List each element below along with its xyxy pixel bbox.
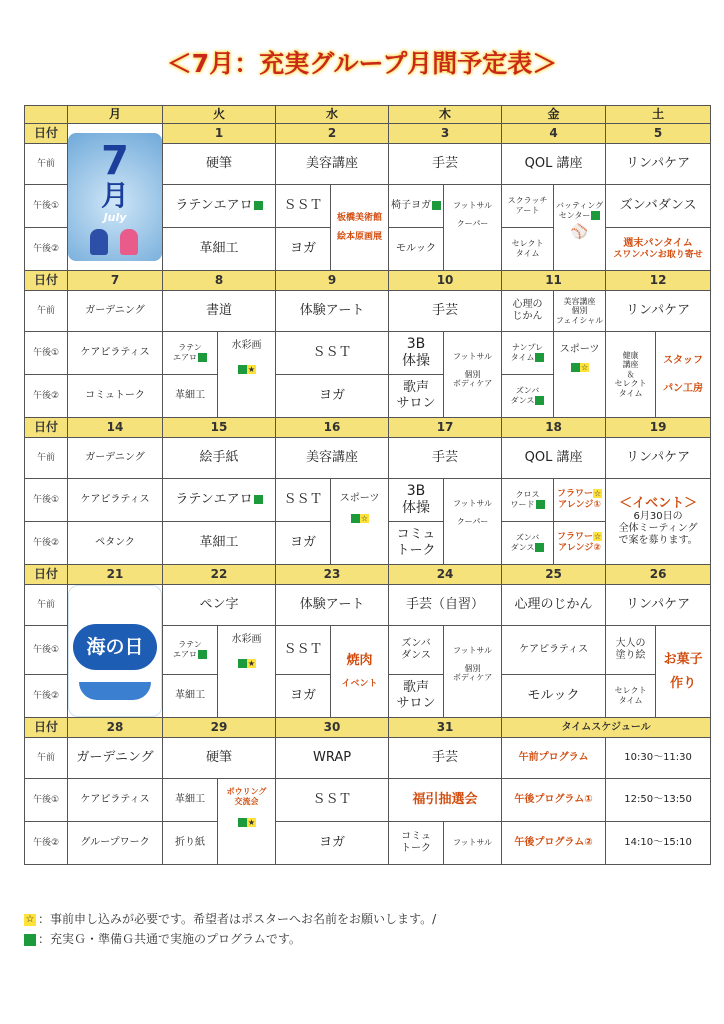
program-cell: ラテン エアロ [163,626,218,675]
program-cell: ＳＳＴ [276,479,331,522]
child-icon [90,229,108,255]
program-cell: スタッフ パン工房 [656,332,711,418]
date-cell: 7 [68,271,163,291]
program-cell: ＳＳＴ [276,626,331,675]
program-cell: コミュ トーク [389,522,444,565]
green-mark-icon [198,650,207,659]
program-cell: 健康 講座 ＆ セレクト タイム [606,332,656,418]
program-cell: フットサル クーパー [444,185,502,271]
program-cell: 革細工 [163,779,218,822]
green-mark-icon [536,500,545,509]
program-cell: セレクト タイム [606,675,656,718]
date-cell: 18 [502,418,606,438]
date-cell: 5 [606,124,711,144]
date-label: 日付 [25,565,68,585]
date-label: 日付 [25,124,68,144]
date-cell: 26 [606,565,711,585]
legend-text: ：事前申し込みが必要です。希望者はポスターへお名前をお願いします。/ [38,912,437,926]
program-cell: 大人の 塗り絵 [606,626,656,675]
program-cell: 心理のじかん [502,585,606,626]
program-cell: ペン字 [163,585,276,626]
am-label: 午前 [25,738,68,779]
program-cell: QOL 講座 [502,144,606,185]
program-cell: ＳＳＴ [276,332,389,375]
program-cell: ガーデニング [68,438,163,479]
program-cell: ガーデニング [68,738,163,779]
program-cell: 美容講座 個別 フェイシャル [554,291,606,332]
program-cell: 椅子ヨガ [389,185,444,228]
program-cell: フラワー☆ アレンジ② [554,522,606,565]
date-cell: 14 [68,418,163,438]
date-row [25,718,711,738]
legend-note-shared [24,930,301,947]
date-cell: 4 [502,124,606,144]
green-mark-icon [254,495,263,504]
corner-cell [25,106,68,124]
green-mark-icon [351,514,360,523]
star-icon: ★ [247,818,256,828]
schedule-label: 午後プログラム① [502,779,606,822]
program-cell: ケアピラティス [68,479,163,522]
program-cell: 3B 体操 [389,332,444,375]
program-cell: 手芸（自習） [389,585,502,626]
date-label: 日付 [25,718,68,738]
program-cell: 体験アート [276,585,389,626]
legend-note-reservation [24,910,436,927]
program-cell: フットサル 個別 ボディケア [444,332,502,418]
program-cell: クロス ワード [502,479,554,522]
program-cell: ケアピラティス [68,779,163,822]
program-cell: ケアピラティス [502,626,606,675]
date-row [25,124,711,144]
program-cell: 水彩画 ★ [218,332,276,418]
program-cell: モルック [389,228,444,271]
star-icon: ★ [247,364,256,374]
program-cell: 革細工 [163,228,276,271]
star-icon: ☆ [25,913,35,925]
date-cell: 17 [389,418,502,438]
program-cell: モルック [502,675,606,718]
green-mark-icon [254,201,263,210]
program-cell: 体験アート [276,291,389,332]
schedule-label: 午前プログラム [502,738,606,779]
date-cell: 24 [389,565,502,585]
program-cell: 3B 体操 [389,479,444,522]
star-icon: ★ [247,658,256,668]
program-cell: ケアピラティス [68,332,163,375]
date-row [25,418,711,438]
pm1-row [25,332,711,375]
day-wed: 水 [276,106,389,124]
program-cell: ＳＳＴ [276,185,331,228]
program-cell: ラテン エアロ [163,332,218,375]
green-mark-icon [238,365,247,374]
schedule-time: 14:10～15:10 [606,822,711,865]
star-icon: ☆ [360,513,369,523]
program-cell: フットサル クーパー [444,479,502,565]
program-cell: 書道 [163,291,276,332]
day-tue: 火 [163,106,276,124]
am-label: 午前 [25,438,68,479]
program-cell: WRAP [276,738,389,779]
sea-icon [79,682,151,700]
page-title: ＜7月：充実グループ月間予定表＞ [166,49,558,78]
program-cell: ズンバ ダンス [502,522,554,565]
date-row [25,271,711,291]
date-cell: 16 [276,418,389,438]
weekday-header-row [25,106,711,124]
program-cell: ズンバ ダンス [502,375,554,418]
program-cell: 革細工 [163,675,218,718]
am-row [25,438,711,479]
program-cell: スポーツ ☆ [331,479,389,565]
program-cell: ヨガ [276,522,331,565]
program-cell: ズンバ ダンス [389,626,444,675]
program-cell: フットサル 個別 ボディケア [444,626,502,718]
pm1-label: 午後① [25,332,68,375]
green-mark-icon [535,396,544,405]
schedule-time: 10:30～11:30 [606,738,711,779]
date-label: 日付 [25,418,68,438]
pm2-label: 午後② [25,522,68,565]
program-cell: 焼肉 イベント [331,626,389,718]
pm2-label: 午後② [25,675,68,718]
star-icon: ☆ [593,489,602,499]
schedule-label: 午後プログラム② [502,822,606,865]
star-icon: ☆ [580,362,589,372]
program-cell: リンパケア [606,585,711,626]
program-cell: ヨガ [276,822,389,865]
green-mark-icon [535,543,544,552]
program-cell: お菓子 作り [656,626,711,718]
date-cell: 22 [163,565,276,585]
time-schedule-header: タイムスケジュール [502,718,711,738]
date-cell: 31 [389,718,502,738]
am-row [25,738,711,779]
program-cell: 歌声 サロン [389,375,444,418]
schedule-time: 12:50～13:50 [606,779,711,822]
program-cell: グループワーク [68,822,163,865]
program-cell: 板橋美術館 絵本原画展 [331,185,389,271]
july-illustration [68,124,163,271]
program-cell: ヨガ [276,228,331,271]
program-cell: ペタンク [68,522,163,565]
day-thu: 木 [389,106,502,124]
program-cell: バッティング センター ⚾ [554,185,606,271]
green-mark-icon [571,363,580,372]
july-number: 7 [101,138,129,184]
program-cell: QOL 講座 [502,438,606,479]
pm2-row [25,822,711,865]
program-cell: ヨガ [276,675,331,718]
am-label: 午前 [25,291,68,332]
program-cell: 絵手紙 [163,438,276,479]
am-row [25,291,711,332]
green-mark-icon [24,934,36,946]
program-cell: ボウリング 交流会 ★ [218,779,276,865]
program-cell: ナンプレ タイム [502,332,554,375]
program-cell: 手芸 [389,438,502,479]
date-cell: 9 [276,271,389,291]
green-mark-icon [198,353,207,362]
program-cell: フラワー☆ アレンジ① [554,479,606,522]
program-cell: リンパケア [606,438,711,479]
program-cell: リンパケア [606,144,711,185]
date-cell: 2 [276,124,389,144]
date-cell: 23 [276,565,389,585]
program-cell: 折り紙 [163,822,218,865]
program-cell: ラテンエアロ [163,185,276,228]
date-cell: 25 [502,565,606,585]
day-sat: 土 [606,106,711,124]
pm2-label: 午後② [25,822,68,865]
date-cell: 30 [276,718,389,738]
pm1-label: 午後① [25,626,68,675]
date-cell: 15 [163,418,276,438]
bat-icon: ⚾ [570,224,589,241]
pm1-label: 午後① [25,185,68,228]
program-cell: セレクト タイム [502,228,554,271]
program-cell: 革細工 [163,375,218,418]
program-cell: 手芸 [389,144,502,185]
am-row [25,585,711,626]
green-mark-icon [238,659,247,668]
pm1-label: 午後① [25,479,68,522]
pm1-label: 午後① [25,779,68,822]
program-cell: 硬筆 [163,144,276,185]
program-cell: スポーツ ☆ [554,332,606,418]
day-fri: 金 [502,106,606,124]
date-cell: 12 [606,271,711,291]
date-cell: 3 [389,124,502,144]
program-cell: 週末パンタイム スワンパンお取り寄せ [606,228,711,271]
schedule-table [24,105,711,865]
program-cell: フットサル [444,822,502,865]
program-cell: 美容講座 [276,144,389,185]
program-cell: 心理の じかん [502,291,554,332]
july-month: 月 [100,179,129,212]
date-cell: 19 [606,418,711,438]
green-mark-icon [432,201,441,210]
green-mark-icon [591,211,600,220]
date-cell: 28 [68,718,163,738]
program-cell: コミュ トーク [389,822,444,865]
program-cell: ガーデニング [68,291,163,332]
program-cell: 手芸 [389,291,502,332]
pm2-label: 午後② [25,228,68,271]
july-english: July [103,211,127,224]
pm1-row [25,779,711,822]
green-mark-icon [238,818,247,827]
pm1-row [25,479,711,522]
program-cell: ヨガ [276,375,389,418]
program-cell: ＳＳＴ [276,779,389,822]
am-label: 午前 [25,144,68,185]
program-cell: スクラッチ アート [502,185,554,228]
pm2-label: 午後② [25,375,68,418]
program-cell: 福引抽選会 [389,779,502,822]
program-cell: 美容講座 [276,438,389,479]
program-cell: 硬筆 [163,738,276,779]
program-cell: コミュトーク [68,375,163,418]
program-cell: リンパケア [606,291,711,332]
date-cell: 1 [163,124,276,144]
date-cell: 21 [68,565,163,585]
day-mon: 月 [68,106,163,124]
am-label: 午前 [25,585,68,626]
date-label: 日付 [25,271,68,291]
star-icon: ☆ [593,532,602,542]
program-cell: ラテンエアロ [163,479,276,522]
umi-no-hi-label: 海の日 [73,624,157,670]
child-icon [120,229,138,255]
legend-text: ：充実Ｇ・準備Ｇ共通で実施のプログラムです。 [38,932,301,946]
program-cell: ズンバダンス [606,185,711,228]
program-cell: 歌声 サロン [389,675,444,718]
program-cell: 手芸 [389,738,502,779]
program-cell: 革細工 [163,522,276,565]
umi-no-hi-illustration [68,585,163,718]
date-cell: 10 [389,271,502,291]
date-cell: 8 [163,271,276,291]
date-cell: 29 [163,718,276,738]
date-row [25,565,711,585]
event-note-cell: ＜イベント＞ 6月30日の 全体ミーティング で案を募ります。 [606,479,711,565]
date-cell: 11 [502,271,606,291]
green-mark-icon [535,353,544,362]
program-cell: 水彩画 ★ [218,626,276,718]
